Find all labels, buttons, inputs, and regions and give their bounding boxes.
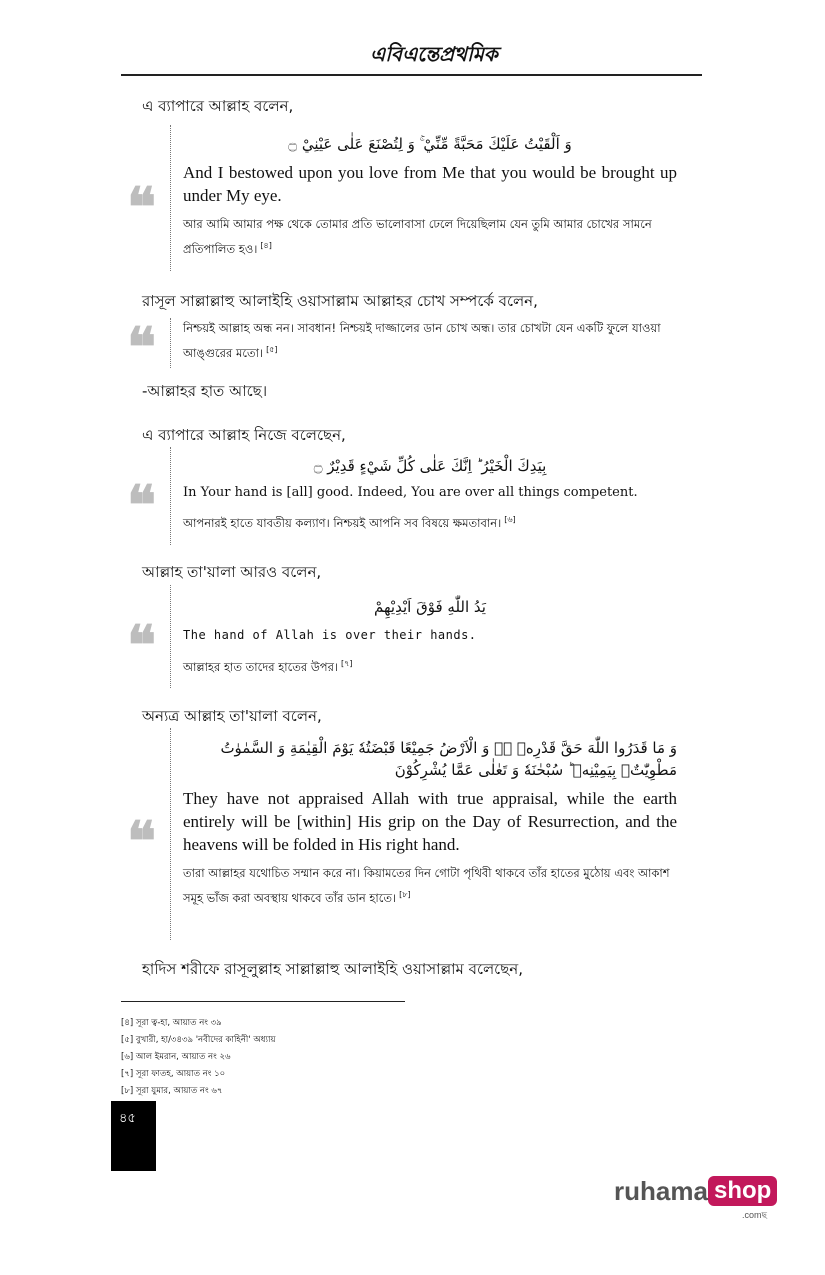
arabic-verse: بِيَدِكَ الْخَيْرُ ؕ اِنَّكَ عَلٰى كُلِّ شَيْءٍ قَدِيْرٌ ۝	[313, 457, 547, 475]
english-translation: They have not appraised Allah with true appraisal, while the earth entirely will be [within] His grip on the Day of Resurrection, and the heavens will be folded in His right hand.	[183, 789, 677, 854]
intro-text: এ ব্যাপারে আল্লাহ নিজে বলেছেন,	[142, 426, 346, 444]
page-header-title: এবিএন্তেপ্রথমিক	[370, 42, 498, 66]
header-rule	[121, 74, 702, 76]
footnote-item: [৬] আল ইমরান, আয়াত নং ২৬	[121, 1052, 231, 1062]
intro-text: এ ব্যাপারে আল্লাহ বলেন,	[142, 97, 294, 115]
quote-bar	[170, 447, 171, 545]
footnote-item: [৫] বুখারী, হা/৩৪৩৯ 'নবীদের কাহিনী' অধ্যায়	[121, 1035, 276, 1045]
footnote-item: [৮] সূরা যুমার, আয়াত নং ৬৭	[121, 1086, 223, 1096]
page-number-box	[111, 1101, 156, 1171]
brand-domain: .comছ	[742, 1210, 767, 1220]
quote-mark-icon: ❝	[127, 809, 157, 873]
bengali-translation	[183, 317, 677, 364]
bengali-translation	[183, 213, 677, 260]
bengali-translation	[183, 509, 677, 534]
quote-bar	[170, 125, 171, 271]
quote-mark-icon: ❝	[127, 315, 157, 379]
quote-bar	[170, 318, 171, 368]
footnote-ref: [৮]	[399, 890, 411, 899]
bengali-text: আল্লাহর হাত তাদের হাতের উপর।	[183, 659, 339, 674]
quote-mark-icon: ❝	[127, 613, 157, 677]
intro-text: অন্যত্র আল্লাহ তা'য়ালা বলেন,	[142, 707, 322, 725]
intro-text: -আল্লাহর হাত আছে।	[142, 382, 268, 400]
intro-text: আল্লাহ তা'য়ালা আরও বলেন,	[142, 563, 322, 581]
footnote-ref: [৭]	[341, 659, 353, 668]
english-translation: In Your hand is [all] good. Indeed, You are over all things competent.	[183, 485, 638, 500]
closing-text: হাদিস শরীফে রাসূলুল্লাহ সাল্লাল্লাহু আলাইহি ওয়াসাল্লাম বলেছেন,	[142, 960, 524, 978]
bengali-text: আর আমি আমার পক্ষ থেকে তোমার প্রতি ভালোবাসা ঢেলে দিয়েছিলাম যেন তুমি আমার চোখের সামনে প্রতিপালিত হও।	[183, 217, 652, 256]
arabic-verse: وَ اَلْقَيْتُ عَلَيْكَ مَحَبَّةً مِّنِّيْ ۚ وَ لِتُصْنَعَ عَلٰى عَيْنِيْ ۝	[288, 135, 572, 153]
brand-name: ruhama	[614, 1176, 708, 1206]
arabic-verse: يَدُ اللّٰهِ فَوْقَ اَيْدِيْهِمْ	[374, 598, 486, 616]
quote-mark-icon: ❝	[127, 175, 157, 239]
quote-block	[183, 737, 677, 909]
english-translation: The hand of Allah is over their hands.	[183, 628, 477, 642]
quote-block	[183, 455, 677, 534]
footnote-rule	[121, 1001, 405, 1002]
brand-logo	[614, 1176, 778, 1220]
arabic-verse: وَ مَا قَدَرُوا اللّٰهَ حَقَّ قَدْرِهٖ ۖۗ وَ الْاَرْضُ جَمِيْعًا قَبْضَتُهٗ يَوْمَ الْقِيٰمَةِ وَ السَّمٰوٰتُ مَطْوِيّٰتٌۢ بِيَمِيْنِهٖ ؕ سُبْحٰنَهٗ وَ تَعٰلٰى عَمَّا يُشْرِكُوْنَ	[220, 739, 677, 779]
quote-block	[183, 596, 677, 678]
footnote-ref: [৫]	[266, 345, 278, 354]
english-translation: And I bestowed upon you love from Me that you would be brought up under My eye.	[183, 163, 677, 205]
intro-text: রাসূল সাল্লাল্লাহু আলাইহি ওয়াসাল্লাম আল্লাহর চোখ সম্পর্কে বলেন,	[142, 292, 538, 310]
quote-bar	[170, 728, 171, 940]
footnote-item: [৭] সূরা ফাতহ, আয়াত নং ১০	[121, 1069, 226, 1079]
bengali-text: নিশ্চয়ই আল্লাহ অন্ধ নন। সাবধান! নিশ্চয়ই দাজ্জালের ডান চোখ অন্ধ। তার চোখটা যেন একটি ফুলে যাওয়া আঙ্গুরের মতো।	[183, 321, 661, 360]
quote-mark-icon: ❝	[127, 473, 157, 537]
footnote-ref: [৪]	[260, 241, 272, 250]
bengali-text: আপনারই হাতে যাবতীয় কল্যাণ। নিশ্চয়ই আপনি সব বিষয়ে ক্ষমতাবান।	[183, 515, 502, 530]
quote-block	[183, 133, 677, 260]
page-number: ৪৫	[119, 1111, 136, 1126]
brand-shop-badge: shop	[708, 1176, 777, 1206]
footnote-item: [৪] সূরা ত্ব-হা, আয়াত নং ৩৯	[121, 1018, 222, 1028]
footnote-ref: [৬]	[504, 515, 516, 524]
bengali-translation	[183, 653, 677, 678]
quote-block	[183, 317, 677, 364]
bengali-translation	[183, 862, 677, 909]
footnotes	[121, 1015, 275, 1100]
bengali-text: তারা আল্লাহর যথোচিত সম্মান করে না। কিয়ামতের দিন গোটা পৃথিবী থাকবে তাঁর হাতের মুঠোয় এবং আকাশ সমূহ ভাঁজ করা অবস্থায় থাকবে তাঁর ডান হাতে।	[183, 866, 670, 905]
quote-bar	[170, 585, 171, 688]
